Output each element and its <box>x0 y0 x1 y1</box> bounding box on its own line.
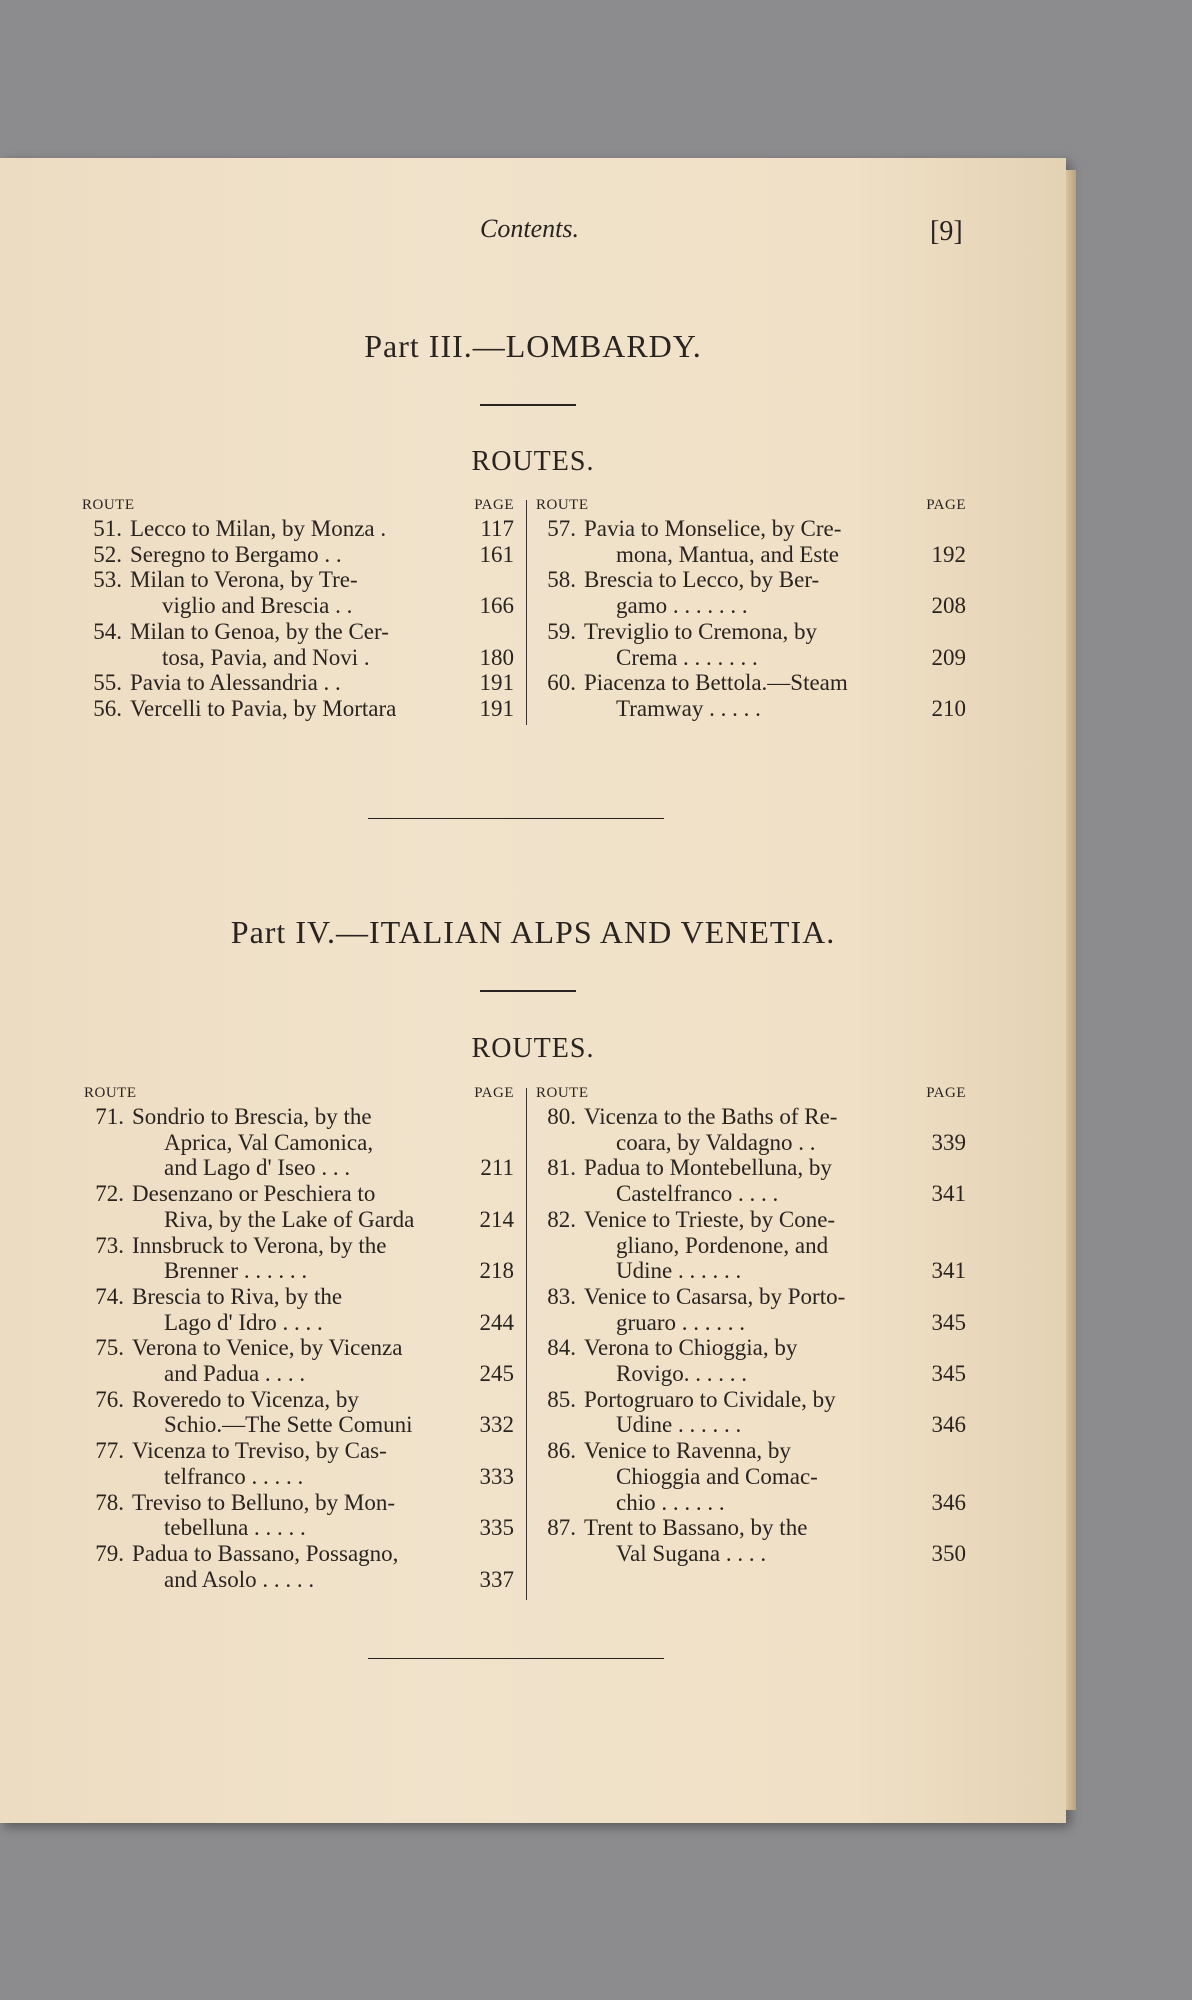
page-label: PAGE <box>474 1085 514 1101</box>
route-entry <box>82 567 514 618</box>
route-entry <box>82 542 514 568</box>
route-description: Rovigo. . . . . . <box>616 1361 747 1387</box>
route-page-number <box>474 1284 514 1310</box>
route-page-number: 192 <box>931 541 966 567</box>
route-description: gliano, Pordenone, and <box>616 1232 829 1258</box>
route-number: 57. <box>547 516 576 541</box>
route-description: Aprica, Val Camonica, <box>164 1129 374 1155</box>
route-description: Chioggia and Comac- <box>616 1463 818 1489</box>
route-page-number <box>926 670 966 696</box>
part-iv-routes-heading: ROUTES. <box>471 1033 595 1064</box>
route-number: 75. <box>95 1335 124 1361</box>
route-page-number: 191 <box>479 670 514 696</box>
route-number: 71. <box>95 1104 124 1129</box>
route-description: Piacenza to Bettola.—Steam <box>584 670 848 696</box>
route-description: Udine . . . . . . <box>616 1412 742 1438</box>
route-page-number <box>926 1464 966 1490</box>
route-entry <box>536 670 966 721</box>
route-number: 76. <box>95 1386 124 1412</box>
route-number: 53. <box>93 567 122 593</box>
route-number: 77. <box>95 1438 124 1464</box>
route-page-number: 166 <box>479 593 514 619</box>
route-entry <box>536 1438 966 1515</box>
route-page-number <box>474 1104 514 1130</box>
route-entry <box>82 696 514 722</box>
section-divider <box>368 818 664 819</box>
route-description: Trent to Bassano, by the <box>584 1515 808 1541</box>
route-page-number <box>926 1438 966 1464</box>
route-page-number: 208 <box>931 593 966 619</box>
route-page-number: 341 <box>931 1181 966 1207</box>
route-description: Verona to Venice, by Vicenza <box>132 1335 403 1361</box>
route-page-number: 337 <box>479 1566 514 1592</box>
route-page-number: 333 <box>479 1463 514 1489</box>
route-description: Schio.—The Sette Comuni <box>164 1412 413 1438</box>
route-description: Padua to Montebelluna, by <box>584 1155 832 1181</box>
page-label: PAGE <box>474 497 514 513</box>
route-page-number <box>926 1387 966 1413</box>
route-description: gamo . . . . . . . <box>616 593 748 619</box>
route-entry <box>82 670 514 696</box>
route-entry <box>536 1207 966 1284</box>
route-description: Brescia to Lecco, by Ber- <box>584 567 820 593</box>
route-page-number: 210 <box>931 695 966 721</box>
route-description: Val Sugana . . . . <box>616 1540 767 1566</box>
route-page-number <box>926 567 966 593</box>
route-page-number: 191 <box>479 695 514 721</box>
page-label: PAGE <box>926 1085 966 1101</box>
route-page-number <box>926 1233 966 1259</box>
route-number: 72. <box>95 1181 124 1207</box>
route-page-number <box>926 1515 966 1541</box>
route-description: Vicenza to Treviso, by Cas- <box>132 1438 387 1464</box>
route-page-number: 244 <box>479 1309 514 1335</box>
route-page-number: 209 <box>931 644 966 670</box>
route-entry <box>536 1515 966 1566</box>
route-description: Venice to Ravenna, by <box>584 1438 791 1464</box>
route-description: Brescia to Riva, by the <box>132 1283 343 1309</box>
route-page-number: 345 <box>931 1309 966 1335</box>
route-page-number <box>926 1207 966 1233</box>
route-description: Innsbruck to Verona, by the <box>132 1232 387 1258</box>
route-page-number: 180 <box>479 644 514 670</box>
route-entry <box>84 1335 514 1386</box>
route-label: ROUTE <box>536 1085 589 1101</box>
column-header <box>84 1084 514 1102</box>
route-description: Portogruaro to Cividale, by <box>584 1386 836 1412</box>
route-description: gruaro . . . . . . <box>616 1309 746 1335</box>
route-number: 52. <box>93 541 122 567</box>
route-page-number <box>926 1104 966 1130</box>
route-entry <box>84 1490 514 1541</box>
route-page-number: 339 <box>931 1129 966 1155</box>
route-number: 84. <box>547 1335 576 1361</box>
route-page-number: 335 <box>479 1515 514 1541</box>
route-page-number: 211 <box>480 1155 514 1181</box>
route-page-number: 214 <box>479 1206 514 1232</box>
route-page-number <box>474 1490 514 1516</box>
route-number: 58. <box>547 567 576 593</box>
route-entry <box>84 1233 514 1284</box>
route-entry <box>536 567 966 618</box>
route-description: Lecco to Milan, by Monza . <box>130 516 387 541</box>
route-entry <box>536 1387 966 1438</box>
route-description: Lago d' Idro . . . . <box>164 1309 323 1335</box>
route-entry <box>536 619 966 670</box>
route-label: ROUTE <box>82 497 135 513</box>
route-description: telfranco . . . . . <box>164 1463 304 1489</box>
column-header <box>536 1084 966 1102</box>
route-page-number <box>474 1130 514 1156</box>
title-rule <box>480 990 576 992</box>
route-entry <box>84 1541 514 1592</box>
part-iv-left-column <box>84 1084 514 1592</box>
part-iii-left-column <box>82 496 514 722</box>
column-divider <box>526 1088 527 1600</box>
route-label: ROUTE <box>536 497 589 513</box>
route-entry <box>84 1181 514 1232</box>
route-description: Udine . . . . . . <box>616 1258 742 1284</box>
route-description: viglio and Brescia . . <box>162 593 353 619</box>
route-description: Sondrio to Brescia, by the <box>132 1104 372 1129</box>
route-entry <box>536 1284 966 1335</box>
route-page-number <box>474 1438 514 1464</box>
page-number: [9] <box>930 216 963 247</box>
route-description: and Padua . . . . <box>164 1361 306 1387</box>
section-divider <box>368 1658 664 1659</box>
route-page-number: 332 <box>479 1412 514 1438</box>
route-page-number: 345 <box>931 1361 966 1387</box>
route-description: tosa, Pavia, and Novi . <box>162 644 370 670</box>
route-entry <box>84 1284 514 1335</box>
route-number: 56. <box>93 695 122 721</box>
route-page-number <box>474 567 514 593</box>
route-number: 85. <box>547 1386 576 1412</box>
route-number: 60. <box>547 670 576 696</box>
route-page-number: 161 <box>479 541 514 567</box>
route-page-number: 346 <box>931 1489 966 1515</box>
part-iv-title: Part IV.—ITALIAN ALPS AND VENETIA. <box>230 914 836 950</box>
route-entry <box>84 1438 514 1489</box>
route-description: Milan to Genoa, by the Cer- <box>130 618 389 644</box>
route-page-number <box>926 1335 966 1361</box>
route-description: Venice to Trieste, by Cone- <box>584 1206 836 1232</box>
route-entry <box>82 619 514 670</box>
route-number: 59. <box>547 618 576 644</box>
route-entry <box>536 1155 966 1206</box>
part-iv-right-column <box>536 1084 966 1567</box>
route-page-number <box>474 1181 514 1207</box>
route-number: 87. <box>547 1515 576 1541</box>
route-number: 55. <box>93 670 122 696</box>
route-entry <box>536 1335 966 1386</box>
route-number: 86. <box>547 1438 576 1464</box>
route-number: 79. <box>95 1540 124 1566</box>
column-divider <box>526 500 527 725</box>
route-page-number <box>474 1541 514 1567</box>
page-label: PAGE <box>926 497 966 513</box>
route-page-number: 218 <box>479 1258 514 1284</box>
route-number: 54. <box>93 618 122 644</box>
part-iii-right-column <box>536 496 966 722</box>
route-number: 80. <box>547 1104 576 1129</box>
route-page-number: 350 <box>931 1540 966 1566</box>
route-page-number <box>926 619 966 645</box>
route-description: Milan to Verona, by Tre- <box>130 567 358 593</box>
route-page-number: 245 <box>479 1361 514 1387</box>
running-title: Contents. <box>480 214 579 243</box>
part-iii-routes-heading: ROUTES. <box>471 446 595 477</box>
route-description: Treviglio to Cremona, by <box>584 618 817 644</box>
route-description: and Asolo . . . . . <box>164 1566 315 1592</box>
route-page-number <box>474 619 514 645</box>
route-description: Padua to Bassano, Possagno, <box>132 1540 399 1566</box>
route-number: 81. <box>547 1155 576 1181</box>
route-page-number: 341 <box>931 1258 966 1284</box>
part-iii-title: Part III.—LOMBARDY. <box>364 328 702 364</box>
route-description: Vicenza to the Baths of Re- <box>584 1104 838 1129</box>
route-page-number <box>926 1155 966 1181</box>
route-description: Treviso to Belluno, by Mon- <box>132 1489 396 1515</box>
route-description: Riva, by the Lake of Garda <box>164 1206 415 1232</box>
route-description: tebelluna . . . . . <box>164 1515 306 1541</box>
route-page-number <box>926 516 966 542</box>
route-number: 51. <box>93 516 122 541</box>
route-entry <box>536 1104 966 1155</box>
route-description: Venice to Casarsa, by Porto- <box>584 1283 846 1309</box>
route-page-number: 117 <box>480 516 514 541</box>
route-description: Brenner . . . . . . <box>164 1258 308 1284</box>
route-description: Seregno to Bergamo . . <box>130 541 342 567</box>
column-header <box>82 496 514 514</box>
route-page-number <box>474 1387 514 1413</box>
title-rule <box>480 404 576 406</box>
route-description: Pavia to Monselice, by Cre- <box>584 516 842 541</box>
route-number: 82. <box>547 1206 576 1232</box>
route-description: Vercelli to Pavia, by Mortara <box>130 695 397 721</box>
route-page-number: 346 <box>931 1412 966 1438</box>
column-header <box>536 496 966 514</box>
route-description: Pavia to Alessandria . . <box>130 670 341 696</box>
route-description: Desenzano or Peschiera to <box>132 1181 376 1207</box>
route-page-number <box>474 1335 514 1361</box>
route-label: ROUTE <box>84 1085 137 1101</box>
route-description: coara, by Valdagno . . <box>616 1129 816 1155</box>
route-description: chio . . . . . . <box>616 1489 725 1515</box>
route-number: 74. <box>95 1283 124 1309</box>
route-description: Castelfranco . . . . <box>616 1181 779 1207</box>
route-page-number <box>474 1233 514 1259</box>
route-entry <box>84 1104 514 1181</box>
route-description: and Lago d' Iseo . . . <box>164 1155 351 1181</box>
page-edge <box>1066 170 1076 1810</box>
route-entry <box>84 1387 514 1438</box>
route-entry <box>82 516 514 542</box>
route-page-number <box>926 1284 966 1310</box>
route-description: mona, Mantua, and Este <box>616 541 839 567</box>
route-number: 78. <box>95 1489 124 1515</box>
route-description: Roveredo to Vicenza, by <box>132 1386 359 1412</box>
route-number: 83. <box>547 1283 576 1309</box>
route-description: Verona to Chioggia, by <box>584 1335 798 1361</box>
route-entry <box>536 516 966 567</box>
route-description: Tramway . . . . . <box>616 695 761 721</box>
route-description: Crema . . . . . . . <box>616 644 758 670</box>
route-number: 73. <box>95 1232 124 1258</box>
